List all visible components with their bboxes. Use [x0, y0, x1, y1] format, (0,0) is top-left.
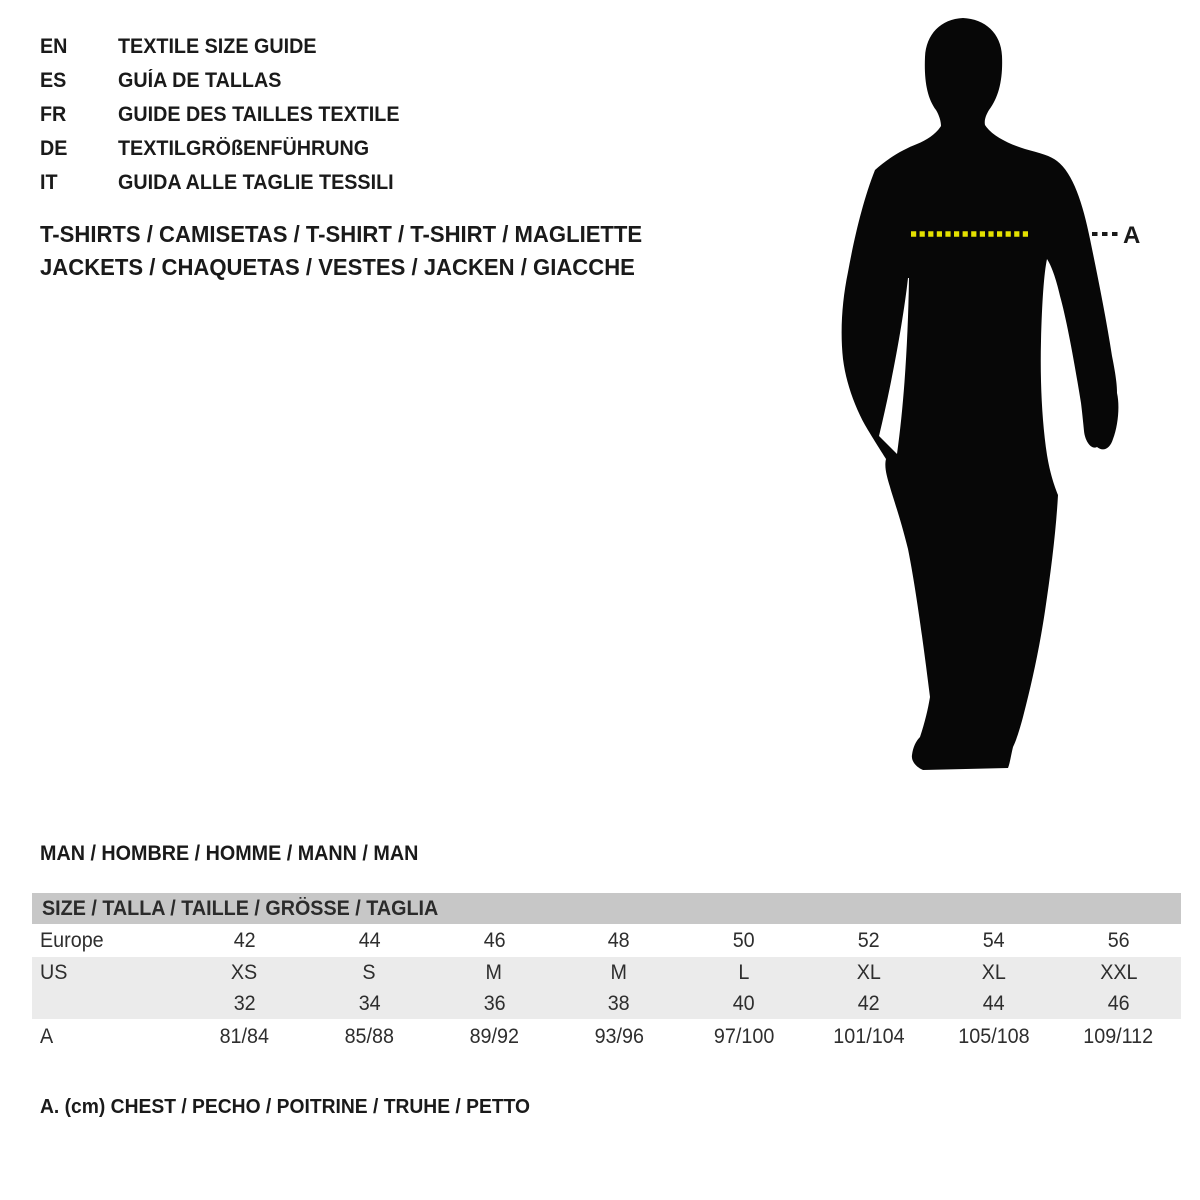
guide-title: GUIDA ALLE TAGLIE TESSILI — [118, 171, 394, 194]
table-cell: XL — [856, 960, 881, 984]
table-row-europe — [32, 924, 1181, 957]
measurement-footnote-text: A. (cm) CHEST / PECHO / POITRINE / TRUHE / PETTO — [40, 1095, 531, 1118]
table-cell: 97/100 — [713, 1024, 775, 1048]
table-row-chest-a — [32, 1019, 1181, 1054]
list-item — [40, 64, 417, 98]
table-cell: 48 — [608, 928, 631, 952]
table-cell: 36 — [483, 991, 506, 1015]
table-cell: 85/88 — [344, 1024, 395, 1048]
category-line-tshirts: T-SHIRTS / CAMISETAS / T-SHIRT / T-SHIRT / MAGLIETTE — [40, 221, 643, 247]
language-code: EN — [40, 35, 68, 58]
measure-label-a: A — [1123, 222, 1141, 249]
table-cell: 52 — [857, 928, 880, 952]
guide-title: TEXTILGRÖßENFÜHRUNG — [118, 137, 370, 160]
table-row-us — [32, 957, 1181, 988]
section-heading-man — [40, 843, 442, 865]
table-row-numeric — [32, 988, 1181, 1019]
table-cell: 44 — [358, 928, 381, 952]
table-cell: 109/112 — [1083, 1024, 1154, 1048]
list-item — [40, 30, 417, 64]
table-cell: 101/104 — [833, 1024, 905, 1048]
language-guide-list — [40, 30, 417, 200]
table-cell: 50 — [732, 928, 755, 952]
table-cell: 93/96 — [594, 1024, 644, 1048]
size-table — [32, 893, 1181, 1054]
guide-title: GUÍA DE TALLAS — [118, 69, 282, 92]
garment-categories — [40, 218, 681, 284]
man-silhouette-figure — [820, 10, 1160, 780]
table-cell: 42 — [857, 991, 880, 1015]
table-cell: 44 — [982, 991, 1005, 1015]
table-cell: M — [485, 960, 503, 984]
list-item — [40, 98, 417, 132]
table-cell: XXL — [1099, 960, 1138, 984]
table-cell: XS — [231, 960, 258, 984]
size-table-header — [32, 893, 1181, 924]
table-cell: M — [610, 960, 628, 984]
row-label: A — [40, 1024, 54, 1048]
table-cell: 46 — [1107, 991, 1130, 1015]
table-cell: S — [362, 960, 376, 984]
guide-title: GUIDE DES TAILLES TEXTILE — [118, 103, 400, 126]
table-cell: 56 — [1107, 928, 1130, 952]
language-code: DE — [40, 137, 68, 160]
table-cell: 81/84 — [219, 1024, 270, 1048]
table-cell: 32 — [233, 991, 256, 1015]
table-cell: 46 — [483, 928, 506, 952]
list-item — [40, 132, 417, 166]
table-cell: XL — [981, 960, 1006, 984]
language-code: FR — [40, 103, 67, 126]
table-cell: 34 — [358, 991, 381, 1015]
table-cell: L — [738, 960, 750, 984]
size-table-header-label: SIZE / TALLA / TAILLE / GRÖSSE / TAGLIA — [42, 896, 439, 920]
row-label: Europe — [40, 928, 104, 952]
guide-title: TEXTILE SIZE GUIDE — [118, 35, 317, 58]
table-cell: 42 — [233, 928, 256, 952]
language-code: ES — [40, 69, 67, 92]
section-heading-text: MAN / HOMBRE / HOMME / MANN / MAN — [40, 842, 419, 865]
man-silhouette — [842, 18, 1119, 770]
table-cell: 40 — [732, 991, 755, 1015]
language-code: IT — [40, 171, 58, 194]
table-cell: 89/92 — [469, 1024, 519, 1048]
row-label — [32, 992, 182, 1016]
table-cell: 105/108 — [957, 1024, 1030, 1048]
row-label: US — [40, 960, 68, 984]
table-cell: 54 — [982, 928, 1005, 952]
table-cell: 38 — [608, 991, 631, 1015]
measurement-footnote — [40, 1095, 561, 1119]
category-line-jackets: JACKETS / CHAQUETAS / VESTES / JACKEN / GIACCHE — [40, 254, 635, 280]
list-item — [40, 166, 417, 200]
